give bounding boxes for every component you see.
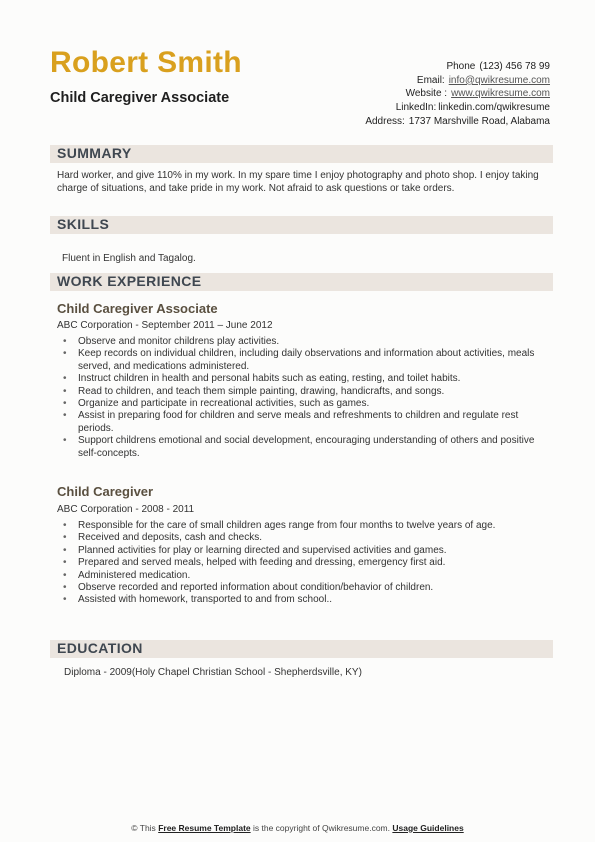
phone-label: Phone [446, 61, 476, 72]
job-company: ABC Corporation - 2008 - 2011 [57, 504, 195, 515]
website-link[interactable]: www.qwikresume.com [451, 88, 550, 100]
contact-email [365, 74, 550, 88]
contact-phone [365, 60, 550, 74]
list-item: • Read to children, and teach them simple painting, drawing, handicrafts, and songs. [62, 386, 542, 398]
education-section-header [50, 640, 553, 658]
skills-text: Fluent in English and Tagalog. [62, 253, 196, 264]
address-value: 1737 Marshville Road, Alabama [408, 115, 550, 127]
job-title: Child Caregiver Associate [57, 301, 218, 316]
list-item: • Instruct children in health and personal habits such as eating, resting, and toilet habits. [62, 373, 542, 385]
footer-copyright-text: is the copyright of Qwikresume.com. [253, 823, 390, 833]
experience-section-header [50, 273, 553, 291]
candidate-title: Child Caregiver Associate [50, 90, 230, 106]
list-item: • Assist in preparing food for children and serve meals and refreshments to children and regulate rest periods. [62, 410, 542, 435]
job-bullet-list [62, 520, 542, 607]
list-item: • Responsible for the care of small children ages range from four months to twelve years of age. [62, 520, 542, 532]
linkedin-label: LinkedIn: [395, 102, 437, 114]
job-company: ABC Corporation - September 2011 – June 2012 [57, 320, 273, 331]
list-item: • Prepared and served meals, helped with feeding and dressing, emergency first aid. [62, 557, 542, 569]
contact-website [365, 87, 550, 101]
education-heading: EDUCATION [57, 640, 143, 656]
list-item: • Planned activities for play or learning directed and supervised activities and games. [62, 545, 542, 557]
list-item: • Administered medication. [62, 570, 542, 582]
education-text: Diploma - 2009(Holy Chapel Christian School - Shepherdsville, KY) [64, 667, 362, 678]
experience-heading: WORK EXPERIENCE [57, 273, 202, 289]
candidate-name: Robert Smith [50, 46, 242, 79]
list-item: • Organize and participate in recreational activities, such as games. [62, 398, 542, 410]
contact-linkedin [365, 101, 550, 115]
contact-block [365, 60, 550, 129]
website-label: Website : [405, 88, 448, 100]
phone-value: (123) 456 78 99 [479, 61, 550, 72]
address-label: Address: [365, 115, 405, 127]
list-item: • Received and deposits, cash and checks. [62, 532, 542, 544]
usage-guidelines-link[interactable]: Usage Guidelines [392, 823, 464, 833]
job-title: Child Caregiver [57, 484, 154, 499]
list-item: • Observe recorded and reported information about condition/behavior of children. [62, 582, 542, 594]
email-label: Email: [416, 74, 445, 86]
skills-section-header [50, 216, 553, 234]
list-item: • Observe and monitor childrens play activities. [62, 336, 542, 348]
list-item: • Assisted with homework, transported to and from school.. [62, 594, 542, 606]
linkedin-value: linkedin.com/qwikresume [438, 102, 550, 114]
list-item: • Support childrens emotional and social development, encouraging understanding of others and positive self-concepts. [62, 435, 542, 460]
free-resume-template-link[interactable]: Free Resume Template [158, 823, 251, 833]
summary-section-header [50, 145, 553, 163]
summary-text: Hard worker, and give 110% in my work. In my spare time I enjoy photography and photo shop. I enjoy taking charge of situations, and take pride in my work. Not afraid to ask questions or take orders. [57, 170, 539, 194]
contact-address [365, 115, 550, 129]
email-link[interactable]: info@qwikresume.com [448, 74, 550, 86]
summary-heading: SUMMARY [57, 145, 132, 161]
list-item: • Keep records on individual children, including daily observations and information about activities, meals served, and medications administered. [62, 348, 542, 373]
page-footer [0, 823, 595, 833]
job-bullet-list [62, 336, 542, 460]
footer-prefix: © This [131, 823, 156, 833]
skills-heading: SKILLS [57, 216, 110, 232]
